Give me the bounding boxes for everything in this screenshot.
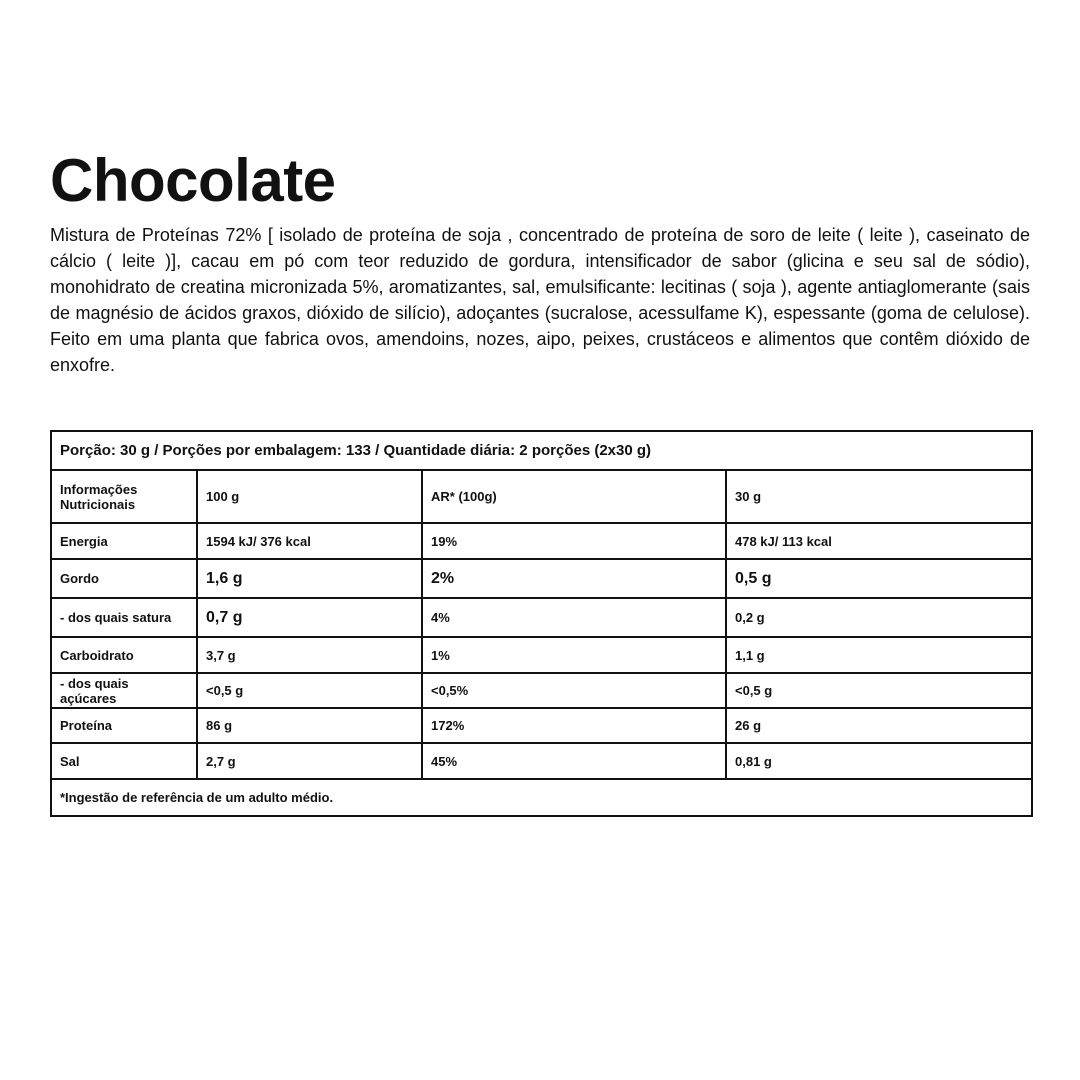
row-label: Energia xyxy=(51,523,197,559)
value-per-30g: 478 kJ/ 113 kcal xyxy=(726,523,1032,559)
nutrition-table xyxy=(50,430,1033,817)
value-reference-intake: 2% xyxy=(422,559,726,598)
table-row xyxy=(51,523,1032,559)
value-reference-intake: 4% xyxy=(422,598,726,637)
value-per-30g: 26 g xyxy=(726,708,1032,743)
value-per-100g: 1594 kJ/ 376 kcal xyxy=(197,523,422,559)
header-per-100g: 100 g xyxy=(197,470,422,523)
table-row xyxy=(51,637,1032,673)
footnote-row xyxy=(51,779,1032,816)
row-label: Carboidrato xyxy=(51,637,197,673)
table-row xyxy=(51,559,1032,598)
ingredients-text: Mistura de Proteínas 72% [ isolado de proteína de soja , concentrado de proteína de soro de leite ( leite ), caseinato de cálcio ( leite )], cacau em pó com teor reduzido de gordura, intensificador de sabor (glicina e seu sal de sódio), monohidrato de creatina micronizada 5%, aromatizantes, sal, emulsificante: lecitinas ( soja ), agente antiaglomerante (sais de magnésio de ácidos graxos, dióxido de silício), adoçantes (sucralose, acessulfame K), espessante (goma de celulose). Feito em uma planta que fabrica ovos, amendoins, nozes, aipo, peixes, crustáceos e alimentos que contêm dióxido de enxofre. xyxy=(50,225,1030,375)
table-header-row xyxy=(51,470,1032,523)
value-per-100g: 1,6 g xyxy=(197,559,422,598)
header-nutrition-info: Informações Nutricionais xyxy=(51,470,197,523)
value-per-100g: 0,7 g xyxy=(197,598,422,637)
value-per-100g: 86 g xyxy=(197,708,422,743)
value-reference-intake: 45% xyxy=(422,743,726,779)
row-label: - dos quais satura xyxy=(51,598,197,637)
row-label: Proteína xyxy=(51,708,197,743)
value-reference-intake: 19% xyxy=(422,523,726,559)
portion-info: Porção: 30 g / Porções por embalagem: 133 / Quantidade diária: 2 porções (2x30 g) xyxy=(51,431,1032,470)
value-per-30g: <0,5 g xyxy=(726,673,1032,708)
table-row xyxy=(51,743,1032,779)
header-per-30g: 30 g xyxy=(726,470,1032,523)
row-label: - dos quais açúcares xyxy=(51,673,197,708)
value-reference-intake: <0,5% xyxy=(422,673,726,708)
value-per-30g: 0,2 g xyxy=(726,598,1032,637)
value-reference-intake: 172% xyxy=(422,708,726,743)
value-per-100g: <0,5 g xyxy=(197,673,422,708)
portion-row xyxy=(51,431,1032,470)
row-label: Gordo xyxy=(51,559,197,598)
product-title: Chocolate xyxy=(50,147,336,214)
value-per-100g: 2,7 g xyxy=(197,743,422,779)
header-reference-intake: AR* (100g) xyxy=(422,470,726,523)
value-per-30g: 0,5 g xyxy=(726,559,1032,598)
table-row xyxy=(51,598,1032,637)
row-label: Sal xyxy=(51,743,197,779)
value-per-30g: 0,81 g xyxy=(726,743,1032,779)
table-row xyxy=(51,673,1032,708)
value-per-30g: 1,1 g xyxy=(726,637,1032,673)
table-row xyxy=(51,708,1032,743)
value-reference-intake: 1% xyxy=(422,637,726,673)
footnote: *Ingestão de referência de um adulto médio. xyxy=(51,779,1032,816)
value-per-100g: 3,7 g xyxy=(197,637,422,673)
